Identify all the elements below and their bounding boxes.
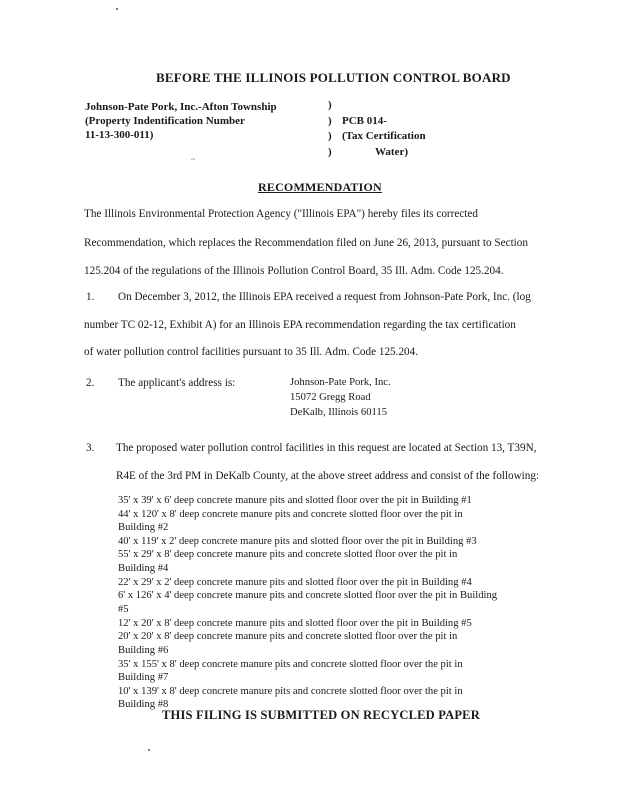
facility-line: 6' x 126' x 4' deep concrete manure pits and concrete slotted floor over the pit in Building	[118, 590, 498, 601]
facility-line: 22' x 29' x 2' deep concrete manure pits and slotted floor over the pit in Building #4	[118, 577, 472, 588]
item-number: 1.	[86, 291, 95, 303]
section-title: RECOMMENDATION	[258, 180, 382, 194]
facility-line: 12' x 20' x 8' deep concrete manure pits and slotted floor over the pit in Building #5	[118, 618, 472, 629]
item-line: On December 3, 2012, the Illinois EPA received a request from Johnson-Pate Pork, Inc. (log	[118, 291, 531, 303]
facility-line: 10' x 139' x 8' deep concrete manure pits and concrete slotted floor over the pit in	[118, 686, 463, 697]
item-line: R4E of the 3rd PM in DeKalb County, at the above street address and consist of the following:	[116, 470, 540, 482]
intro-line: 125.204 of the regulations of the Illinois Pollution Control Board, 35 Ill. Adm. Code 125.204.	[84, 265, 504, 277]
case-number: PCB 014-	[342, 115, 387, 127]
facility-line: Building #7	[118, 672, 169, 683]
address-label: The applicant's address is:	[118, 377, 236, 389]
address-line: 15072 Gregg Road	[290, 392, 371, 403]
caption-bracket: )	[328, 115, 332, 127]
address-line: Johnson-Pate Pork, Inc.	[290, 377, 391, 388]
facility-line: 35' x 155' x 8' deep concrete manure pits and concrete slotted floor over the pit in	[118, 659, 463, 670]
recycled-paper-notice: THIS FILING IS SUBMITTED ON RECYCLED PAPER	[162, 708, 480, 722]
item-line: of water pollution control facilities pursuant to 35 Ill. Adm. Code 125.204.	[84, 346, 419, 358]
caption-bracket: )	[328, 99, 332, 111]
caption-bracket: )	[328, 130, 332, 142]
stray-mark: ~	[191, 155, 196, 164]
item-number: 2.	[86, 377, 95, 389]
intro-line: The Illinois Environmental Protection Agency ("Illinois EPA") hereby files its corrected	[84, 208, 478, 220]
facility-line: Building #6	[118, 645, 169, 656]
facility-line: 40' x 119' x 2' deep concrete manure pits and slotted floor over the pit in Building #3	[118, 536, 477, 547]
facility-line: Building #4	[118, 563, 169, 574]
scan-speck	[116, 8, 118, 10]
party-line: 11-13-300-011)	[85, 129, 154, 141]
facility-line: Building #8	[118, 699, 169, 710]
case-type: (Tax Certification	[342, 130, 426, 142]
facility-line: Building #2	[118, 522, 169, 533]
item-number: 3.	[86, 442, 95, 454]
item-line: number TC 02-12, Exhibit A) for an Illinois EPA recommendation regarding the tax certification	[84, 319, 516, 331]
facility-line: #5	[118, 604, 129, 615]
facility-line: 20' x 20' x 8' deep concrete manure pits and concrete slotted floor over the pit in	[118, 631, 458, 642]
facility-line: 35' x 39' x 6' deep concrete manure pits and slotted floor over the pit in Building #1	[118, 495, 472, 506]
facility-line: 55' x 29' x 8' deep concrete manure pits and concrete slotted floor over the pit in	[118, 549, 458, 560]
item-line: The proposed water pollution control facilities in this request are located at Section 13, T39N,	[116, 442, 537, 454]
intro-line: Recommendation, which replaces the Recommendation filed on June 26, 2013, pursuant to Section	[84, 237, 528, 249]
case-type: Water)	[375, 146, 408, 158]
facility-line: 44' x 120' x 8' deep concrete manure pits and concrete slotted floor over the pit in	[118, 509, 463, 520]
party-line: (Property Indentification Number	[85, 115, 245, 127]
address-line: DeKalb, Illinois 60115	[290, 407, 387, 418]
scan-speck	[148, 749, 150, 751]
party-line: Johnson-Pate Pork, Inc.-Afton Township	[85, 101, 277, 113]
caption-bracket: )	[328, 146, 332, 158]
board-title: BEFORE THE ILLINOIS POLLUTION CONTROL BOARD	[156, 70, 511, 85]
